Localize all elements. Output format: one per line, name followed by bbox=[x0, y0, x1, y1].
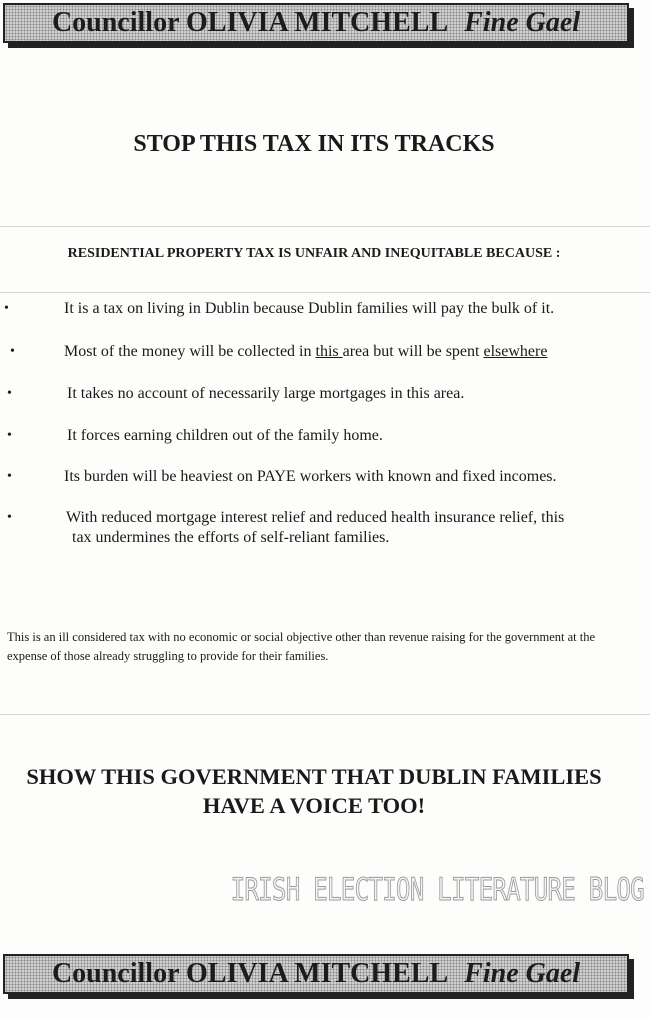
subheading: RESIDENTIAL PROPERTY TAX IS UNFAIR AND INEQUITABLE BECAUSE : bbox=[67, 246, 561, 261]
bullet-icon: • bbox=[7, 469, 12, 484]
candidate-banner-top bbox=[3, 3, 629, 43]
underlined-word: elsewhere bbox=[483, 343, 548, 360]
faint-divider bbox=[0, 714, 650, 715]
underlined-word: this bbox=[315, 343, 343, 360]
reason-text: Its burden will be heaviest on PAYE workers with known and fixed incomes. bbox=[64, 468, 557, 485]
reason-text-part: area but will be spent bbox=[342, 343, 484, 360]
reason-text-line: tax undermines the efforts of self-reliant families. bbox=[72, 529, 390, 546]
closing-paragraph: This is an ill considered tax with no economic or social objective other than revenue raising for the government at the expense of those already struggling to provide for their families. bbox=[7, 630, 596, 663]
reason-text bbox=[66, 508, 636, 548]
party-name: Fine Gael bbox=[464, 958, 581, 989]
call-to-action-line: SHOW THIS GOVERNMENT THAT DUBLIN FAMILIES bbox=[26, 764, 602, 789]
main-headline: STOP THIS TAX IN ITS TRACKS bbox=[133, 131, 495, 157]
blog-watermark: IRISH ELECTION LITERATURE BLOG bbox=[230, 872, 644, 908]
candidate-name: Councillor OLIVIA MITCHELL bbox=[51, 958, 449, 989]
reason-text bbox=[64, 342, 634, 362]
faint-divider bbox=[0, 292, 650, 293]
bullet-icon: • bbox=[7, 386, 12, 401]
faint-divider bbox=[0, 226, 650, 227]
candidate-name: Councillor OLIVIA MITCHELL bbox=[51, 7, 449, 38]
reason-text: It takes no account of necessarily large mortgages in this area. bbox=[67, 385, 465, 402]
reason-text-part: Most of the money will be collected in bbox=[64, 343, 316, 360]
reason-text: It forces earning children out of the family home. bbox=[67, 427, 383, 444]
party-name: Fine Gael bbox=[464, 7, 581, 38]
call-to-action-line: HAVE A VOICE TOO! bbox=[202, 793, 426, 818]
reason-text: It is a tax on living in Dublin because Dublin families will pay the bulk of it. bbox=[64, 300, 555, 317]
candidate-banner-bottom bbox=[3, 954, 629, 994]
bullet-icon: • bbox=[7, 428, 12, 443]
bullet-icon: • bbox=[4, 301, 9, 316]
call-to-action bbox=[0, 762, 628, 820]
reason-text-line: With reduced mortgage interest relief and reduced health insurance relief, this bbox=[66, 509, 565, 526]
bullet-icon: • bbox=[7, 510, 12, 525]
bullet-icon: • bbox=[10, 344, 15, 359]
